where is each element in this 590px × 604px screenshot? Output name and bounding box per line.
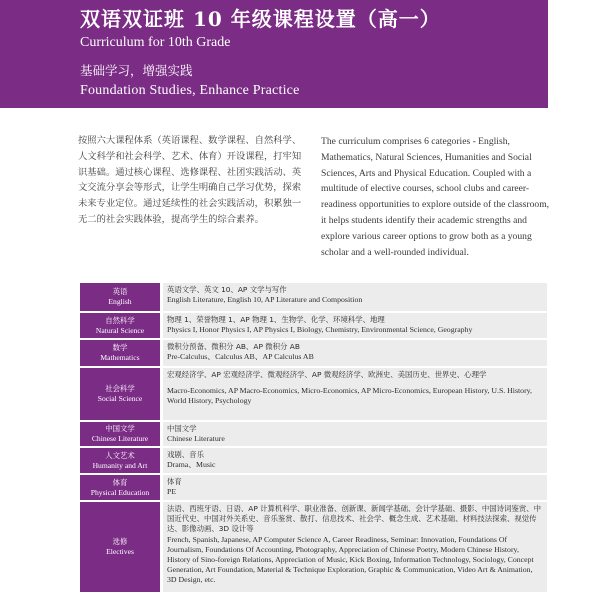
- row-label-en: English: [108, 297, 132, 306]
- row-label-en: Social Science: [97, 394, 143, 403]
- table-row-mathematics: [80, 340, 547, 366]
- row-content: [163, 340, 547, 366]
- row-label-cn: 人文艺术: [105, 450, 135, 460]
- row-content: [163, 475, 547, 500]
- curriculum-table: [80, 283, 547, 594]
- row-content-cn: 微积分预备、微积分 AB、AP 微积分 AB: [167, 342, 300, 351]
- table-row-humanity-and-art: [80, 448, 547, 473]
- table-row-physical-education: [80, 475, 547, 500]
- row-label-en: Humanity and Art: [92, 460, 148, 470]
- row-label-cn: 自然科学: [105, 315, 135, 325]
- row-content-cn: 物理 1、荣誉物理 1、AP 物理 1、生物学、化学、环境科学、地理: [167, 315, 385, 324]
- row-content: [163, 422, 547, 446]
- table-row-chinese-literature: [80, 422, 547, 446]
- row-content-cn: 宏观经济学、AP 宏观经济学、微观经济学、AP 微观经济学、欧洲史、美国历史、世界史、心理学: [167, 370, 487, 379]
- row-content-en: PE: [167, 487, 177, 496]
- row-content: [163, 313, 547, 338]
- row-label-en: Chinese Literature: [91, 434, 149, 443]
- row-content-en: Macro-Economics, AP Macro-Economics, Micro-Economics, AP Micro-Economics, European History, U.S. History, World History, Psychology: [167, 386, 533, 405]
- row-content: [163, 368, 547, 420]
- row-label-cn: 数学: [112, 343, 128, 352]
- row-label: [80, 340, 160, 366]
- row-label-cn: 英语: [112, 287, 128, 296]
- row-content-cn: 体育: [167, 477, 182, 486]
- page-subtitle-en: Foundation Studies, Enhance Practice: [80, 83, 300, 98]
- page-subtitle-cn: 基础学习，增强实践: [80, 63, 193, 78]
- table-row-english: [80, 283, 547, 311]
- page-title-en: Curriculum for 10th Grade: [80, 35, 231, 50]
- row-label-cn: 中国文学: [105, 424, 135, 433]
- row-content-cn: 戏剧、音乐: [167, 450, 204, 459]
- row-label: [80, 448, 160, 473]
- row-label-cn: 体育: [112, 477, 128, 487]
- intro-paragraph-cn: 按照六大课程体系（英语课程、数学课程、自然科学、人文科学和社会科学、艺术、体育）开设课程，打牢知识基础。通过核心课程、选修课程、社团实践活动、英文交流分享会等形式，让学生明确自己学习优势，探索未来专业定位。通过延续性的社会实践活动，积累独一无二的社会实践体验，提高学生的综合素养。: [78, 135, 302, 225]
- row-content-en: English Literature, English 10, AP Literature and Composition: [167, 295, 363, 304]
- row-content: [163, 448, 547, 473]
- intro-paragraph-en: The curriculum comprises 6 categories - English, Mathematics, Natural Sciences, Humanities and Social Sciences, Arts and Physical Education. Coupled with a multitude of elective courses, school clubs and career-readiness opportunities to explore outside of the classroom, it helps students identify their academic strengths and explore various career options to grow both as a young scholar and a well-rounded individual.: [321, 136, 550, 258]
- row-label: [80, 422, 160, 446]
- row-label-en: Physical Education: [90, 487, 150, 497]
- row-label-cn: 选修: [112, 537, 128, 546]
- row-content-en: Pre-Calculus、Calculus AB、AP Calculus AB: [167, 352, 314, 361]
- page-title-cn: 双语双证班 10 年级课程设置（高一）: [80, 7, 441, 31]
- row-label: [80, 283, 160, 311]
- row-content-en: Drama、Music: [167, 460, 216, 469]
- row-label: [80, 313, 160, 338]
- row-label-en: Mathematics: [100, 353, 140, 362]
- row-label-en: Electives: [106, 547, 134, 556]
- row-content-en: Physics I, Honor Physics I, AP Physics I, Biology, Chemistry, Environmental Science, Geography: [167, 325, 473, 334]
- row-content: [163, 283, 547, 311]
- header-banner: [0, 0, 548, 108]
- row-content: [163, 502, 547, 592]
- table-row-electives: [80, 502, 547, 592]
- table-row-natural-science: [80, 313, 547, 338]
- row-content-cn: 中国文学: [167, 424, 197, 433]
- row-label-cn: 社会科学: [105, 384, 135, 393]
- row-content-en: French, Spanish, Japanese, AP Computer Science A, Career Readiness, Seminar: Innovation, Foundations Of Journalism, Foundations Of Accounting, Photography, Appreciation of Chinese Poetry, Modern Chinese History, History of Sino-foreign Relations, Appreciation of Music, Kick Boxing, Information Technology, Sociology, Concept Generation, Art Foundation, Material & Technique Exploration, Graphic & Communication, Video Art & Animation, 3D Design, etc.: [167, 535, 534, 584]
- row-label: [80, 475, 160, 500]
- table-row-social-science: [80, 368, 547, 420]
- row-label: [80, 368, 160, 420]
- row-content-cn: 法语、西班牙语、日语、AP 计算机科学、职业准备、创新课、新闻学基础、会计学基础、摄影、中国诗词鉴赏、中国近代史、中国对外关系史、音乐鉴赏、散打、信息技术、社会学、概念生成、艺术基础、材料技法探索、视觉传达、影像动画、3D 设计等: [167, 504, 542, 533]
- row-label: [80, 502, 160, 592]
- row-content-cn: 英语文学、英文 10、AP 文学与写作: [167, 285, 287, 294]
- row-label-en: Natural Science: [95, 325, 145, 335]
- row-content-en: Chinese Literature: [167, 434, 225, 443]
